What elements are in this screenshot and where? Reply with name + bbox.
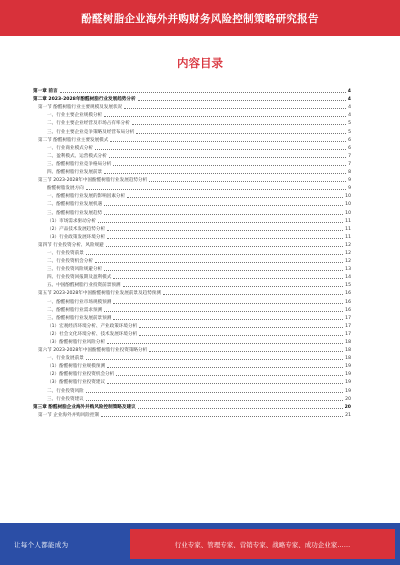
toc-entry-text: （1）酚醛树脂行业规模预测	[47, 364, 106, 370]
toc-page-number: 4	[348, 113, 351, 119]
toc-page-number: 20	[344, 404, 351, 410]
toc-entry-text: 三、行业投资建议	[47, 396, 84, 402]
toc-leader-dots	[98, 221, 343, 223]
toc-entry-text: （3）酚醛树脂行业风险分析	[47, 340, 106, 345]
toc-leader-dots	[138, 407, 343, 409]
toc-entry-text: 第三章 酚醛树脂企业海外并购风险控制策略及建议	[33, 404, 136, 410]
toc-entry[interactable]	[33, 353, 351, 361]
toc-entry-text: 二、盈利模式、运营模式分析	[47, 153, 107, 159]
toc-leader-dots	[116, 374, 343, 376]
toc-leader-dots	[95, 261, 343, 263]
toc-entry-text: 五、中国酚醛树脂行业投资前景预测	[47, 283, 121, 289]
toc-leader-dots	[104, 172, 346, 174]
toc-leader-dots	[104, 310, 343, 312]
toc-page-number: 9	[348, 178, 351, 184]
toc-entry-text: 一、行业主要企业规模分析	[47, 113, 103, 119]
toc-entry-text: 四、行业投资回报期及盈利模式	[47, 275, 112, 281]
toc-entry-text: 第二节 酚醛树脂行业主要发展模式	[38, 137, 109, 143]
toc-leader-dots	[107, 366, 343, 368]
toc-entry[interactable]	[33, 102, 351, 110]
toc-entry[interactable]	[33, 86, 351, 94]
toc-page-number: 16	[345, 291, 351, 297]
toc-entry[interactable]	[33, 264, 351, 272]
toc-leader-dots	[104, 204, 343, 206]
toc-entry[interactable]	[33, 329, 351, 337]
toc-entry-text: 第五节 2023-2028年中国酚醛树脂行业发展前景及趋势预测	[38, 291, 161, 297]
toc-leader-dots	[106, 245, 343, 247]
toc-entry[interactable]	[33, 216, 351, 224]
toc-entry[interactable]	[33, 321, 351, 329]
toc-entry-text: （3）酚醛树脂行业投资建议	[47, 380, 106, 386]
toc-page-number: 6	[348, 137, 351, 143]
toc-page-number: 5	[348, 129, 351, 135]
toc-entry[interactable]	[33, 175, 351, 183]
toc-leader-dots	[86, 253, 343, 255]
toc-entry[interactable]	[33, 199, 351, 207]
toc-page-number: 4	[347, 97, 351, 103]
toc-entry[interactable]	[33, 345, 351, 353]
toc-entry[interactable]	[33, 232, 351, 240]
toc-page-number: 4	[348, 105, 351, 111]
toc-page-number: 18	[345, 340, 351, 345]
toc-page-number: 17	[345, 331, 351, 337]
toc-leader-dots	[104, 115, 346, 117]
toc-entry[interactable]	[33, 288, 351, 296]
toc-page-number: 21	[345, 412, 351, 418]
toc-leader-dots	[149, 350, 343, 352]
toc-entry-text: 二、酚醛树脂行业需求预测	[47, 307, 103, 313]
toc-entry[interactable]	[33, 296, 351, 304]
toc-leader-dots	[110, 140, 346, 142]
toc-leader-dots	[86, 358, 343, 360]
toc-page-number: 12	[345, 250, 351, 256]
toc-entry[interactable]	[33, 313, 351, 321]
toc-leader-dots	[138, 99, 346, 101]
toc-page-number: 19	[345, 380, 351, 386]
toc-entry[interactable]	[33, 305, 351, 313]
toc-entry[interactable]	[33, 410, 351, 418]
toc-entry[interactable]	[33, 240, 351, 248]
toc-leader-dots	[136, 132, 346, 134]
footer-slogan-left: 让每个人都能成为	[14, 540, 69, 549]
toc-entry[interactable]	[33, 143, 351, 151]
toc-entry[interactable]	[33, 369, 351, 377]
toc-entry-text: 三、行业投资风险规避分析	[47, 267, 103, 273]
toc-page-number: 12	[345, 242, 351, 248]
toc-leader-dots	[107, 229, 343, 231]
toc-leader-dots	[86, 391, 343, 393]
toc-page-number: 8	[348, 170, 351, 176]
toc-entry-text: （2）酚醛树脂行业投资机会分析	[47, 372, 115, 378]
toc-page-number: 11	[345, 234, 351, 240]
toc-page-number: 19	[345, 372, 351, 378]
toc-entry[interactable]	[33, 248, 351, 256]
toc-page-number: 10	[345, 194, 351, 200]
toc-leader-dots	[95, 148, 346, 150]
toc-page-number: 7	[348, 153, 351, 159]
page-header	[0, 0, 400, 36]
toc-leader-dots	[101, 415, 343, 417]
toc-page-number: 20	[345, 396, 351, 402]
toc-leader-dots	[60, 91, 346, 93]
toc-entry[interactable]	[33, 377, 351, 385]
toc-entry-text: 四、酚醛树脂行业发展前景	[47, 170, 103, 176]
toc-leader-dots	[107, 382, 343, 384]
toc-page-number: 12	[345, 259, 351, 265]
toc-entry-text: 第四节 行业投资分析、风险规避	[38, 242, 104, 248]
toc-page-number: 7	[348, 161, 351, 167]
toc-entry-text: 第三节 2023-2028年中国酚醛树脂行业发展趋势分析	[38, 178, 148, 184]
toc-page-number: 15	[345, 283, 351, 289]
footer-slogan-right: 行业专家、管理专家、营销专家、战略专家、成功企业家……	[130, 529, 395, 559]
toc-entry-text: 酚醛树脂发展方向	[47, 186, 84, 192]
toc-leader-dots	[113, 302, 343, 304]
toc-entry-text: 第六节 2023-2028年中国酚醛树脂行业投资策略分析	[38, 348, 148, 354]
toc-entry[interactable]	[33, 110, 351, 118]
toc-leader-dots	[107, 237, 343, 239]
toc-leader-dots	[86, 399, 343, 401]
toc-entry-text: 第一节 企业海外并购风险控制	[38, 412, 100, 418]
toc-entry-text: 第一章 前言	[33, 89, 58, 95]
toc-leader-dots	[139, 334, 343, 336]
toc-entry[interactable]	[33, 385, 351, 393]
toc-entry-text: 第一节 酚醛树脂行业主要规模及发展状况	[38, 105, 123, 111]
toc-entry-text: 二、酚醛树脂行业发展机遇	[47, 202, 103, 208]
toc-page-number: 17	[345, 323, 351, 329]
toc-entry-text: （1）宏观经济环境分析、产业政策环境分析	[47, 323, 138, 329]
toc-leader-dots	[149, 180, 346, 182]
toc-entry-text: 一、行业商业模式分析	[47, 145, 93, 151]
toc-entry-text: 三、酚醛树脂行业发展趋势	[47, 210, 103, 216]
toc-leader-dots	[127, 196, 343, 198]
toc-entry-text: 第二章 2023-2028年酚醛树脂行业发展趋势分析	[33, 97, 136, 103]
toc-entry-text: （3）行业政策发展环境分析	[47, 234, 106, 240]
toc-title: 内容目录	[177, 56, 223, 70]
toc-page-number: 16	[345, 307, 351, 313]
toc-entry-text: 一、酚醛树脂行业发展的影响因素分析	[47, 194, 126, 200]
toc-entry[interactable]	[33, 167, 351, 175]
toc-entry[interactable]	[33, 94, 351, 102]
toc-page-number: 17	[345, 315, 351, 321]
toc-leader-dots	[104, 269, 343, 271]
toc-page-number: 18	[345, 348, 351, 354]
toc-leader-dots	[109, 156, 346, 158]
toc-leader-dots	[113, 318, 343, 320]
toc-entry[interactable]	[33, 394, 351, 402]
toc-entry[interactable]	[33, 191, 351, 199]
toc-leader-dots	[107, 342, 343, 344]
toc-page-number: 5	[348, 121, 351, 127]
toc-entry-text: （2）社会文化环境分析、技术发展环境分析	[47, 331, 138, 337]
toc-page-number: 9	[348, 186, 351, 192]
toc-entry[interactable]	[33, 224, 351, 232]
toc-entry[interactable]	[33, 361, 351, 369]
toc-entry-text: 一、酚醛树脂行业市场规模预测	[47, 299, 112, 305]
toc-page-number: 18	[345, 356, 351, 362]
toc-leader-dots	[104, 213, 343, 215]
toc-leader-dots	[124, 107, 346, 109]
toc-entry-text: 二、行业投资风险	[47, 388, 84, 394]
toc-entry[interactable]	[33, 159, 351, 167]
toc-entry[interactable]	[33, 256, 351, 264]
toc-page-number: 11	[345, 226, 351, 232]
toc-leader-dots	[139, 326, 343, 328]
toc-page-number: 14	[345, 275, 351, 281]
toc-leader-dots	[163, 293, 343, 295]
toc-entry-text: （2）产品技术发展趋势分析	[47, 226, 106, 232]
toc-leader-dots	[132, 123, 346, 125]
toc-page-number: 6	[348, 145, 351, 151]
toc-page-number: 19	[345, 364, 351, 370]
toc-entry[interactable]	[33, 126, 351, 134]
toc-entry-text: 一、行业发展前景	[47, 356, 84, 362]
toc-entry-text: 二、行业主要企业经营及市场占有率分析	[47, 121, 130, 127]
page-footer	[0, 523, 400, 565]
toc-leader-dots	[113, 164, 346, 166]
toc-entry-text: 三、行业主要企业竞争策略及经营布局分析	[47, 129, 135, 135]
table-of-contents	[33, 86, 351, 418]
toc-page-number: 10	[345, 202, 351, 208]
toc-page-number: 4	[347, 89, 351, 95]
toc-entry-text: 三、酚醛树脂行业发展前景预测	[47, 315, 112, 321]
toc-page-number: 11	[345, 218, 351, 224]
toc-leader-dots	[86, 188, 346, 190]
toc-leader-dots	[113, 277, 343, 279]
toc-entry[interactable]	[33, 337, 351, 345]
toc-page-number: 16	[345, 299, 351, 305]
toc-page-number: 13	[345, 267, 351, 273]
toc-entry[interactable]	[33, 207, 351, 215]
toc-page-number: 10	[345, 210, 351, 216]
toc-entry-text: 一、行业投资前景	[47, 250, 84, 256]
toc-entry[interactable]	[33, 135, 351, 143]
report-title: 酚醛树脂企业海外并购财务风险控制策略研究报告	[81, 12, 319, 25]
toc-entry[interactable]	[33, 183, 351, 191]
toc-entry[interactable]	[33, 118, 351, 126]
toc-entry[interactable]	[33, 280, 351, 288]
toc-entry[interactable]	[33, 402, 351, 410]
toc-entry-text: 二、行业投资机会分析	[47, 259, 93, 265]
toc-page-number: 19	[345, 388, 351, 394]
toc-entry-text: （1）市场需求驱动分析	[47, 218, 96, 224]
toc-leader-dots	[123, 285, 344, 287]
toc-entry-text: 三、酚醛树脂行业竞争格局分析	[47, 161, 112, 167]
toc-entry[interactable]	[33, 151, 351, 159]
toc-entry[interactable]	[33, 272, 351, 280]
